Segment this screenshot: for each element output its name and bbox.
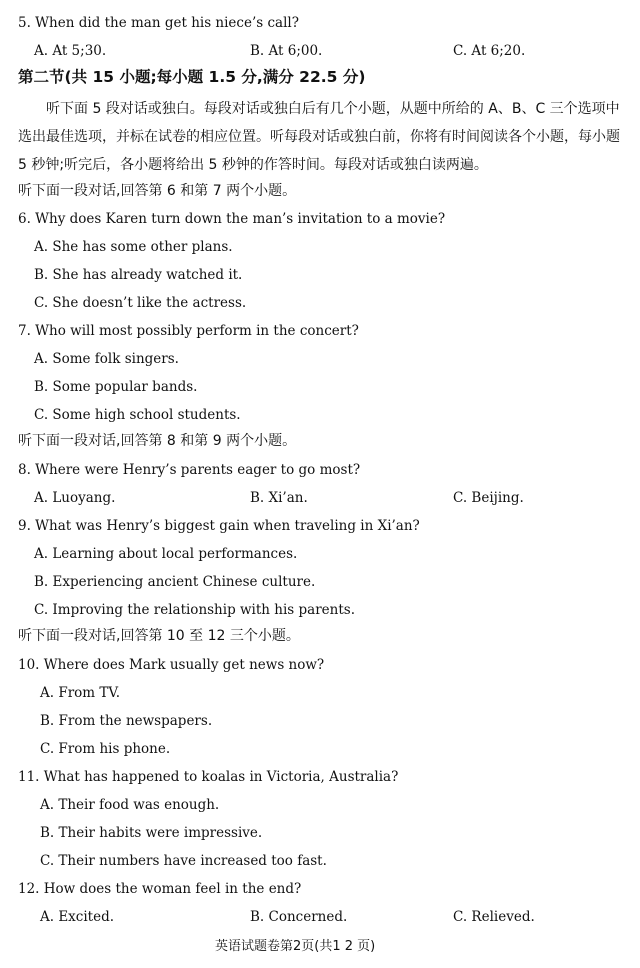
question-12-option-b: B. Concerned.: [250, 909, 348, 925]
question-7-option-b: B. Some popular bands.: [34, 379, 198, 395]
question-9-option-c: C. Improving the relationship with his parents.: [34, 602, 355, 618]
dialogue-intro-8-9: 听下面一段对话,回答第 8 和第 9 两个小题。: [18, 433, 297, 449]
question-9-stem: 9. What was Henry’s biggest gain when traveling in Xi’an?: [18, 518, 420, 534]
question-12-option-c: C. Relieved.: [453, 909, 535, 925]
section-2-heading: 第二节(共 15 小题;每小题 1.5 分,满分 22.5 分): [18, 68, 366, 86]
question-8-stem: 8. Where were Henry’s parents eager to go most?: [18, 462, 361, 478]
question-10-option-b: B. From the newspapers.: [40, 713, 213, 729]
question-12-option-a: A. Excited.: [40, 909, 115, 925]
question-5-stem: 5. When did the man get his niece’s call?: [18, 15, 299, 31]
question-6-option-c: C. She doesn’t like the actress.: [34, 295, 247, 311]
question-8-option-c: C. Beijing.: [453, 490, 524, 506]
question-9-option-b: B. Experiencing ancient Chinese culture.: [34, 574, 316, 590]
question-11-option-b: B. Their habits were impressive.: [40, 825, 263, 841]
question-5-option-b: B. At 6;00.: [250, 43, 323, 59]
dialogue-intro-10-12: 听下面一段对话,回答第 10 至 12 三个小题。: [18, 628, 300, 644]
question-6-option-a: A. She has some other plans.: [34, 239, 233, 255]
question-11-option-c: C. Their numbers have increased too fast.: [40, 853, 327, 869]
question-6-option-b: B. She has already watched it.: [34, 267, 243, 283]
question-5-option-a: A. At 5;30.: [34, 43, 107, 59]
question-11-option-a: A. Their food was enough.: [40, 797, 220, 813]
question-7-stem: 7. Who will most possibly perform in the concert?: [18, 323, 359, 339]
question-10-option-a: A. From TV.: [40, 685, 121, 701]
question-8-option-a: A. Luoyang.: [34, 490, 116, 506]
question-12-stem: 12. How does the woman feel in the end?: [18, 881, 302, 897]
question-7-option-c: C. Some high school students.: [34, 407, 241, 423]
question-6-stem: 6. Why does Karen turn down the man’s invitation to a movie?: [18, 211, 446, 227]
section-2-instructions: 听下面 5 段对话或独白。每段对话或独白后有几个小题，从题中所给的 A、B、C 三个选项中选出最佳选项，并标在试卷的相应位置。听每段对话或独白前，你将有时间阅读各个小题，每小题 5 秒钟;听完后，各小题将给出 5 秒钟的作答时间。每段对话或独白读两遍。: [18, 101, 620, 173]
question-8-option-b: B. Xi’an.: [250, 490, 308, 506]
question-11-stem: 11. What has happened to koalas in Victoria, Australia?: [18, 769, 399, 785]
question-9-option-a: A. Learning about local performances.: [34, 546, 298, 562]
question-10-stem: 10. Where does Mark usually get news now?: [18, 657, 325, 673]
question-10-option-c: C. From his phone.: [40, 741, 171, 757]
dialogue-intro-6-7: 听下面一段对话,回答第 6 和第 7 两个小题。: [18, 183, 297, 199]
question-7-option-a: A. Some folk singers.: [34, 351, 179, 367]
question-5-option-c: C. At 6;20.: [453, 43, 526, 59]
page-footer: 英语试题卷第2页(共1 2 页): [215, 939, 376, 954]
